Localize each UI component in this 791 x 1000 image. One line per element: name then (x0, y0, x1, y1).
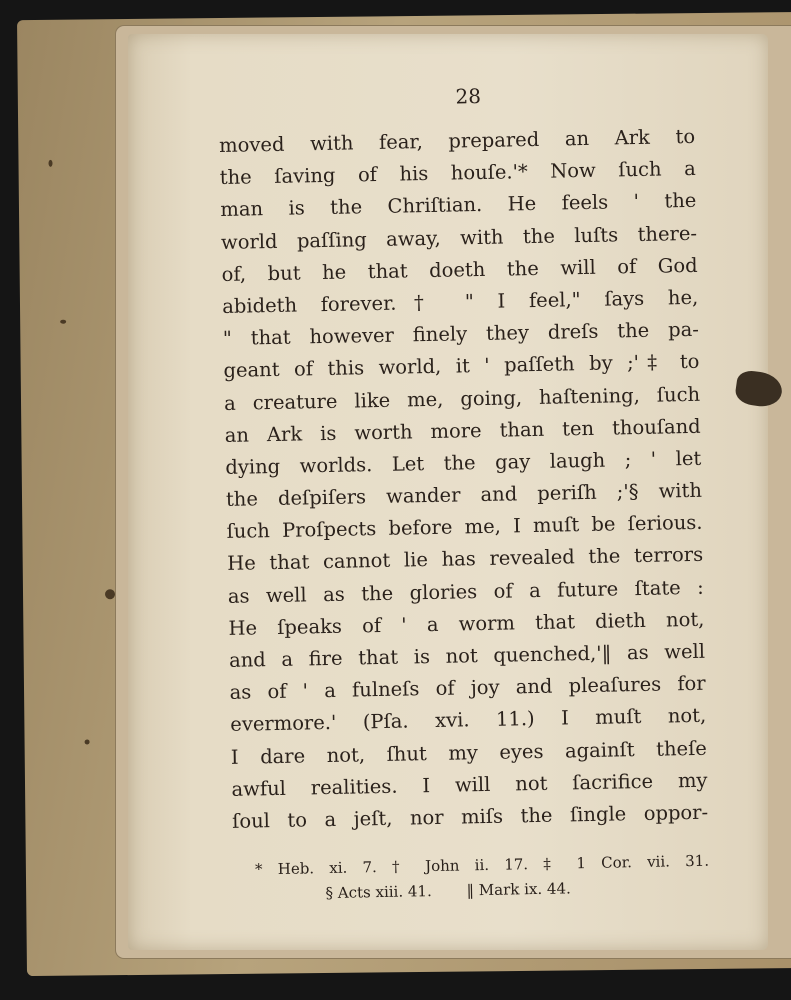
text-line: I dare not, ſhut my eyes againſt theſe (230, 736, 708, 769)
text-line: geant of this world, it ' paſſeth by ;'‡ to (223, 350, 700, 383)
text-line: as of ' a fulneſs of joy and pleaſures for (229, 671, 706, 705)
text-line: awful realities. I will not ſacrifice my (231, 768, 708, 801)
text-line: a creature like me, going, haſtening, ſuch (223, 382, 701, 415)
text-line: dying worlds. Let the gay laugh ; ' let (225, 446, 702, 479)
footnote: § Acts xiii. 41. (325, 882, 432, 903)
footnote: * Heb. xi. 7. (254, 858, 377, 879)
text-line: the ſaving of his houſe.'* Now ſuch a (219, 157, 696, 190)
text-line: abideth forever.† " I feel," ſays he, (222, 285, 699, 318)
footnote: † John ii. 17. (391, 855, 529, 876)
footnotes (233, 849, 710, 908)
text-line: He that cannot lie has revealed the terrors (226, 543, 704, 576)
text-line: world paſſing away, with the luſts there- (220, 221, 698, 254)
text-line: ſoul to a jeſt, nor miſs the ſingle oppor- (231, 800, 709, 833)
page-text (218, 75, 710, 908)
footnote: ‖ Mark ix. 44. (466, 879, 571, 900)
text-line: of, but he that doeth the will of God (221, 253, 698, 286)
text-line: ſuch Proſpects before me, I muſt be ſerious. (226, 511, 703, 544)
text-line: moved with fear, prepared an Ark to (218, 124, 696, 157)
text-line: an Ark is worth more than ten thouſand (224, 414, 701, 447)
text-line: as well as the glories of a future ſtate : (227, 575, 704, 608)
text-line: He ſpeaks of ' a worm that dieth not, (228, 607, 705, 640)
text-line: and a fire that is not quenched,'‖ as well (228, 639, 706, 672)
text-line: the deſpiſers wander and periſh ;'§ with (225, 478, 703, 511)
page-number: 28 (455, 83, 482, 109)
text-line: evermore.' (Pſa. xvi. 11.) I muſt not, (230, 704, 707, 737)
text-line: " that however finely they dreſs the pa- (222, 317, 700, 351)
footnote: ‡ 1 Cor. vii. 31. (543, 851, 710, 874)
text-line: man is the Chriſtian. He feels ' the (220, 189, 697, 222)
